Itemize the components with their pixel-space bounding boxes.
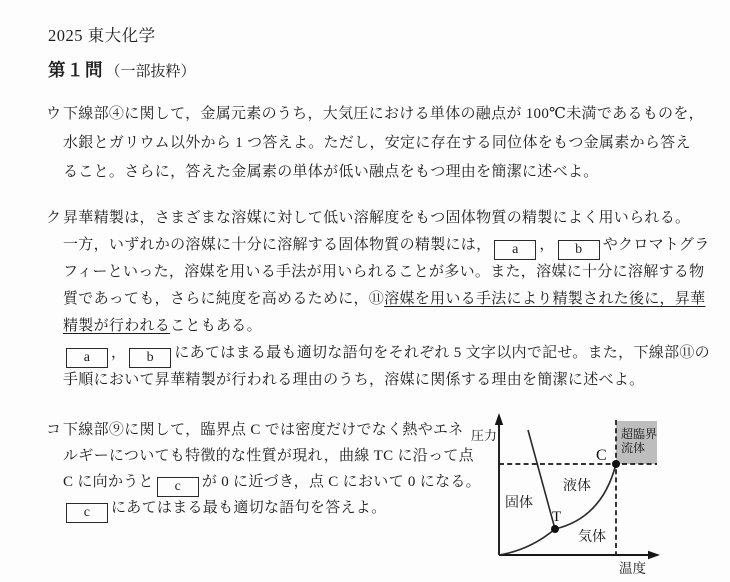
text-line: [46, 100, 704, 129]
text-line: [46, 205, 710, 232]
question-number: 第１問: [48, 60, 104, 80]
blank-box-b: b: [129, 348, 171, 368]
pressure-axis-arrow-icon: [495, 413, 503, 425]
text-line: [46, 469, 486, 495]
blank-box-b: b: [558, 240, 600, 260]
doc-title: 2025 東大化学: [48, 26, 156, 45]
text-line: [46, 340, 710, 367]
text-segment: 下線部⑨に関して，臨界点 C では密度だけでなく熱やエネ: [63, 422, 464, 438]
question-marker-ko: コ: [46, 422, 62, 438]
text-line: [46, 286, 710, 313]
triple-point-label: T: [552, 509, 562, 525]
text-line: [46, 232, 710, 259]
underlined-segment: 精製が行われる: [63, 318, 171, 334]
supercritical-region-label: 流体: [621, 441, 646, 455]
text-line: 手順において昇華精製が行われる理由のうち，溶媒に関係する理由を簡潔に述べよ。: [63, 372, 645, 388]
text-segment: にあてはまる最も適切な語句を答えよ。: [111, 500, 387, 516]
text-segment: こともある。: [170, 318, 262, 334]
critical-point-label: C: [596, 447, 607, 464]
triple-point: [551, 525, 559, 533]
text-segment: 質であっても，さらに純度を高めるために，⑪: [63, 291, 385, 307]
question-heading-note: （一部抜粋）: [105, 64, 196, 80]
text-segment: 昇華精製は，さまざまな溶媒に対して低い溶解度をもつ固体物質の精製によく用いられる。: [63, 210, 691, 226]
melting-curve: [528, 430, 555, 529]
question-u: [46, 100, 704, 187]
text-line: [46, 495, 486, 521]
text-segment: 一方，いずれかの溶媒に十分に溶解する固体物質の精製には，: [63, 237, 492, 253]
temperature-axis-label: 温度: [619, 561, 646, 576]
text-line: [46, 417, 486, 443]
text-segment: にあてはまる最も適切な語句をそれぞれ 5 文字以内で記せ。また，下線部⑪の: [174, 345, 710, 361]
text-segment: 下線部④に関して，金属元素のうち，大気圧における単体の融点が 100℃未満であるものを，: [63, 106, 704, 122]
text-segment: ，: [111, 345, 127, 361]
question-ko: [46, 417, 486, 521]
text-line: ルギーについても特徴的な性質が現れ，曲線 TC に沿って点: [63, 448, 474, 464]
phase-diagram: [470, 413, 730, 582]
blank-box-c: c: [66, 503, 108, 523]
question-ku: [46, 205, 710, 394]
gas-region-label: 気体: [578, 530, 606, 545]
text-segment: やクロマトグラ: [602, 237, 710, 253]
question-heading: [48, 57, 196, 82]
question-marker-ku: ク: [46, 210, 62, 226]
text-segment: ，: [539, 237, 555, 253]
blank-box-c: c: [157, 477, 199, 497]
text-segment: が 0 に近づき，点 C において 0 になる。: [201, 474, 481, 490]
text-line: 水銀とガリウム以外から 1 つ答えよ。ただし，安定に存在する同位体をもつ金属素から答え: [63, 135, 691, 151]
temperature-axis-arrow-icon: [648, 551, 660, 559]
question-marker-u: ウ: [46, 106, 62, 122]
text-segment: C に向かうと: [63, 474, 154, 490]
blank-box-a: a: [494, 240, 536, 260]
underlined-segment: 溶媒を用いる手法により精製された後に，昇華: [384, 291, 706, 307]
text-line: フィーといった，溶媒を用いる手法が用いられることが多い。また，溶媒に十分に溶解する物: [63, 264, 705, 280]
liquid-region-label: 液体: [563, 479, 591, 494]
pressure-axis-label: 圧力: [471, 428, 498, 443]
supercritical-region-label: 超臨界: [621, 427, 658, 441]
critical-point: [612, 460, 620, 468]
solid-region-label: 固体: [505, 496, 533, 511]
blank-box-a: a: [66, 348, 108, 368]
text-line: [46, 313, 710, 340]
text-line: ること。さらに，答えた金属素の単体が低い融点をもつ理由を簡潔に述べよ。: [63, 164, 599, 180]
